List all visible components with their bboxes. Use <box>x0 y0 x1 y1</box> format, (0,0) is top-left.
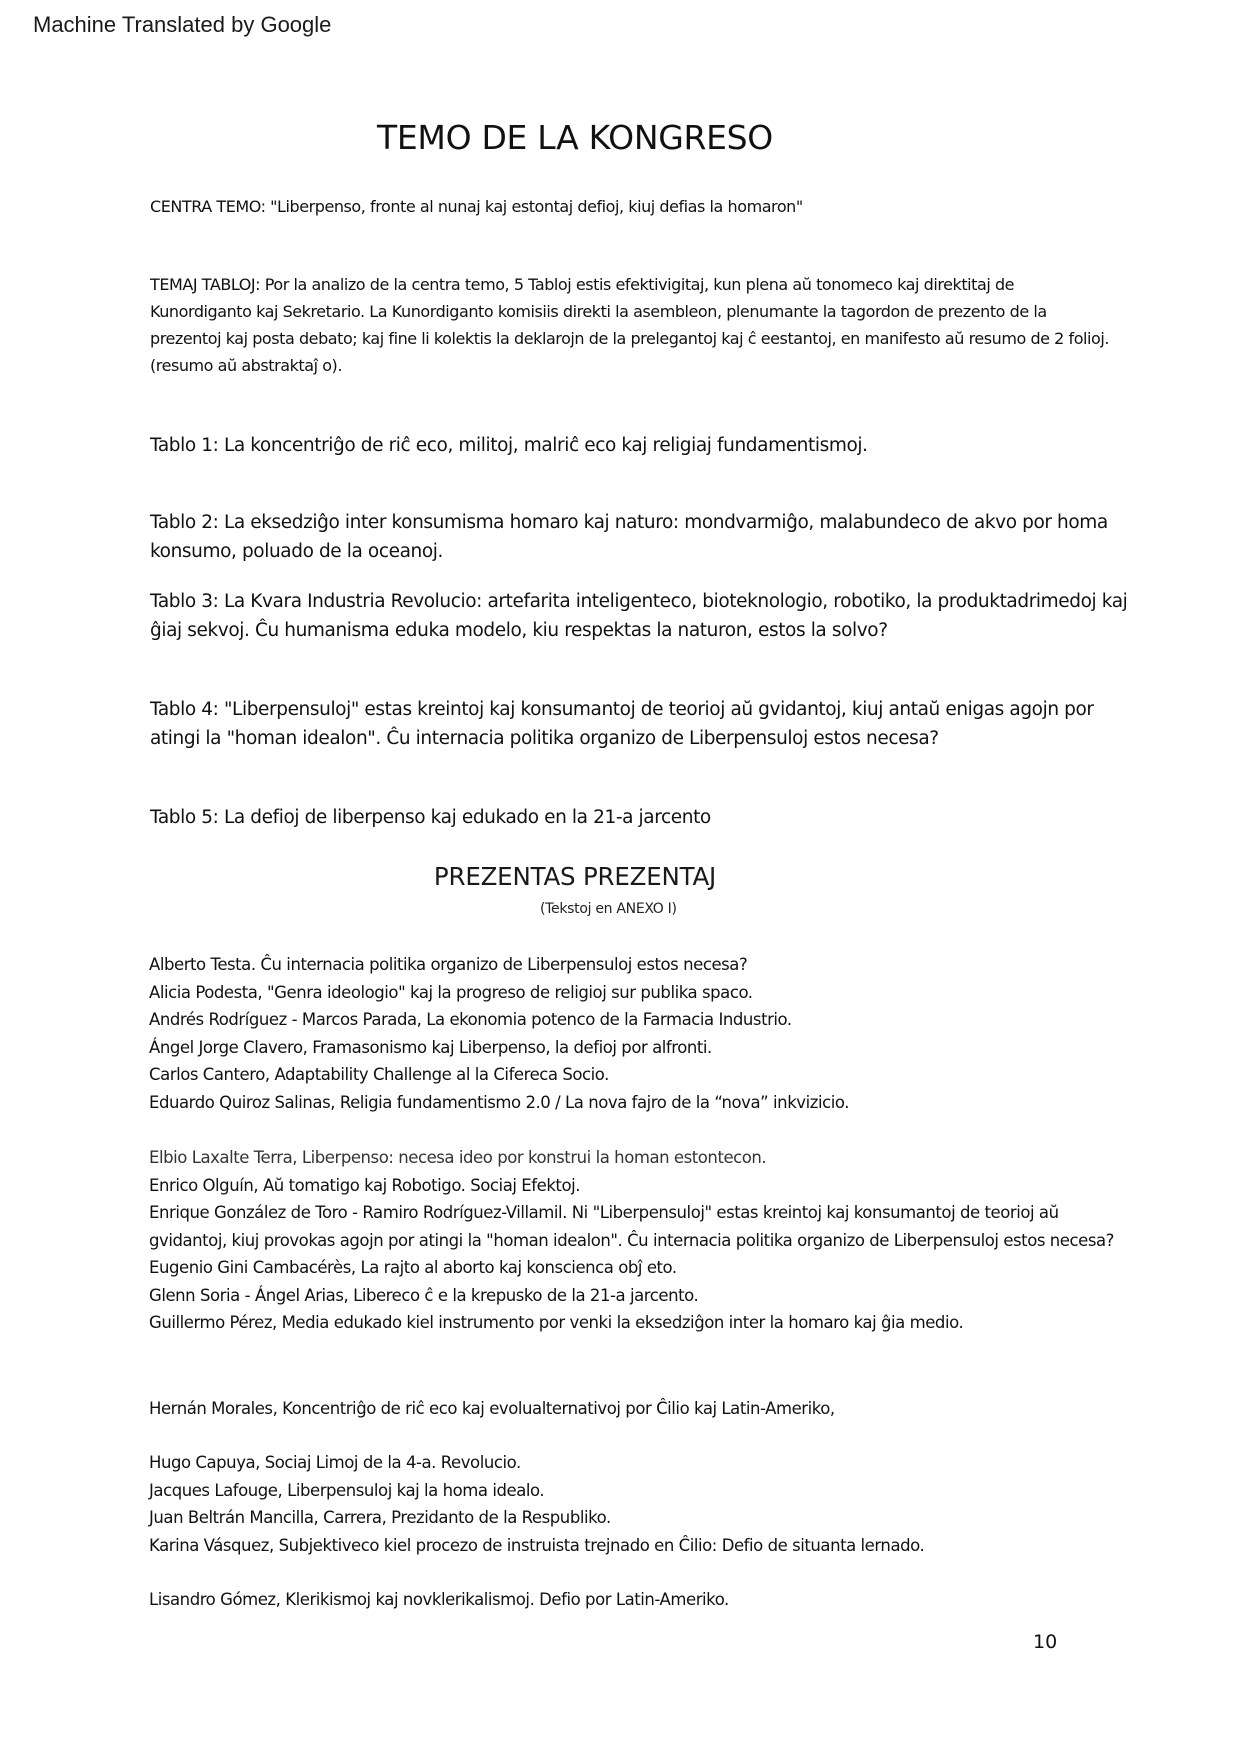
presentation-item: Jacques Lafouge, Liberpensuloj kaj la homa idealo. <box>149 1480 545 1500</box>
presentation-item: Andrés Rodríguez - Marcos Parada, La ekonomia potenco de la Farmacia Industrio. <box>149 1010 792 1029</box>
presentation-item: Karina Vásquez, Subjektiveco kiel procezo de instruista trejnado en Ĉilio: Defio de situanta lernado. <box>149 1535 925 1555</box>
presentations-list <box>149 1144 1129 1337</box>
presentation-item: Lisandro Gómez, Klerikismoj kaj novklerikalismoj. Defio por Latin-Ameriko. <box>149 1590 729 1609</box>
presentation-item: Hernán Morales, Koncentriĝo de riĉ eco kaj evolualternativoj por Ĉilio kaj Latin-Ameriko, <box>149 1399 835 1418</box>
presentations-subheading: (Tekstoj en ANEXO I) <box>540 901 677 917</box>
presentation-item: Enrico Olguín, Aŭ tomatigo kaj Robotigo. Sociaj Efektoj. <box>149 1175 581 1195</box>
presentations-heading: PREZENTAS PREZENTAJ <box>433 862 717 891</box>
presentation-item: Carlos Cantero, Adaptability Challenge al la Cifereca Socio. <box>149 1065 609 1084</box>
presentations-list <box>149 1586 1129 1614</box>
presentation-item: Glenn Soria - Ángel Arias, Libereco ĉ e la krepusko de la 21-a jarcento. <box>149 1285 699 1305</box>
machine-translation-banner: Machine Translated by Google <box>33 12 332 37</box>
presentation-item: Elbio Laxalte Terra, Liberpenso: necesa ideo por konstrui la homan estontecon. <box>149 1148 767 1167</box>
presentation-item: Enrique González de Toro - Ramiro Rodríguez-Villamil. Ni "Liberpensuloj" estas kreintoj kaj konsumantoj de teorioj aŭ gvidantoj, kiuj provokas agojn por atingi la "homan idealon". Ĉu internacia politika organizo de Liberpensuloj estos necesa? <box>149 1203 1114 1250</box>
presentation-item: Ángel Jorge Clavero, Framasonismo kaj Liberpenso, la defioj por alfronti. <box>149 1037 712 1057</box>
table-topic-1: Tablo 1: La koncentriĝo de riĉ eco, militoj, malriĉ eco kaj religiaj fundamentismoj. <box>150 435 868 456</box>
table-topic-4: Tablo 4: "Liberpensuloj" estas kreintoj kaj konsumantoj de teorioj aŭ gvidantoj, kiuj antaŭ enigas agojn por atingi la "homan idealon". Ĉu internacia politika organizo de Liberpensuloj estos necesa? <box>150 699 1094 749</box>
presentation-item: Guillermo Pérez, Media edukado kiel instrumento por venki la eksedziĝon inter la homaro kaj ĝia medio. <box>149 1313 964 1332</box>
presentations-list <box>149 1449 1129 1559</box>
presentations-list <box>149 951 1129 1116</box>
page-number: 10 <box>1033 1631 1058 1653</box>
presentation-item: Eugenio Gini Cambacérès, La rajto al aborto kaj konscienca obĵ eto. <box>149 1258 677 1277</box>
table-topic-5: Tablo 5: La defioj de liberpenso kaj edukado en la 21-a jarcento <box>150 807 711 828</box>
presentations-list <box>149 1395 1129 1423</box>
centre-theme: CENTRA TEMO: "Liberpenso, fronte al nunaj kaj estontaj defioj, kiuj defias la homaron" <box>150 197 803 216</box>
presentation-item: Alicia Podesta, "Genra ideologio" kaj la progreso de religioj sur publika spaco. <box>149 982 753 1002</box>
presentation-item: Juan Beltrán Mancilla, Carrera, Prezidanto de la Respubliko. <box>149 1508 611 1527</box>
page-title: TEMO DE LA KONGRESO <box>377 118 773 157</box>
presentation-item: Alberto Testa. Ĉu internacia politika organizo de Liberpensuloj estos necesa? <box>149 955 748 974</box>
presentation-item: Eduardo Quiroz Salinas, Religia fundamentismo 2.0 / La nova fajro de la “nova” inkvizicio. <box>149 1092 849 1112</box>
thematic-tables-intro: TEMAJ TABLOJ: Por la analizo de la centra temo, 5 Tabloj estis efektivigitaj, kun plena aŭ tonomeco kaj direktitaj de Kunordiganto kaj Sekretario. La Kunordiganto komisiis direkti la asembleon, plenumante la tagordon de prezento de la prezentoj kaj posta debato; kaj fine li kolektis la deklarojn de la prelegantoj kaj ĉ eestantoj, en manifesto aŭ resumo de 2 folioj. (resumo aŭ abstraktaĵ o). <box>150 275 1110 375</box>
table-topic-2: Tablo 2: La eksedziĝo inter konsumisma homaro kaj naturo: mondvarmiĝo, malabundeco de akvo por homa konsumo, poluado de la oceanoj. <box>150 512 1108 562</box>
table-topic-3: Tablo 3: La Kvara Industria Revolucio: artefarita inteligenteco, bioteknologio, robotiko, la produktadrimedoj kaj ĝiaj sekvoj. Ĉu humanisma eduka modelo, kiu respektas la naturon, estos la solvo? <box>150 591 1128 641</box>
presentation-item: Hugo Capuya, Sociaj Limoj de la 4-a. Revolucio. <box>149 1453 521 1472</box>
